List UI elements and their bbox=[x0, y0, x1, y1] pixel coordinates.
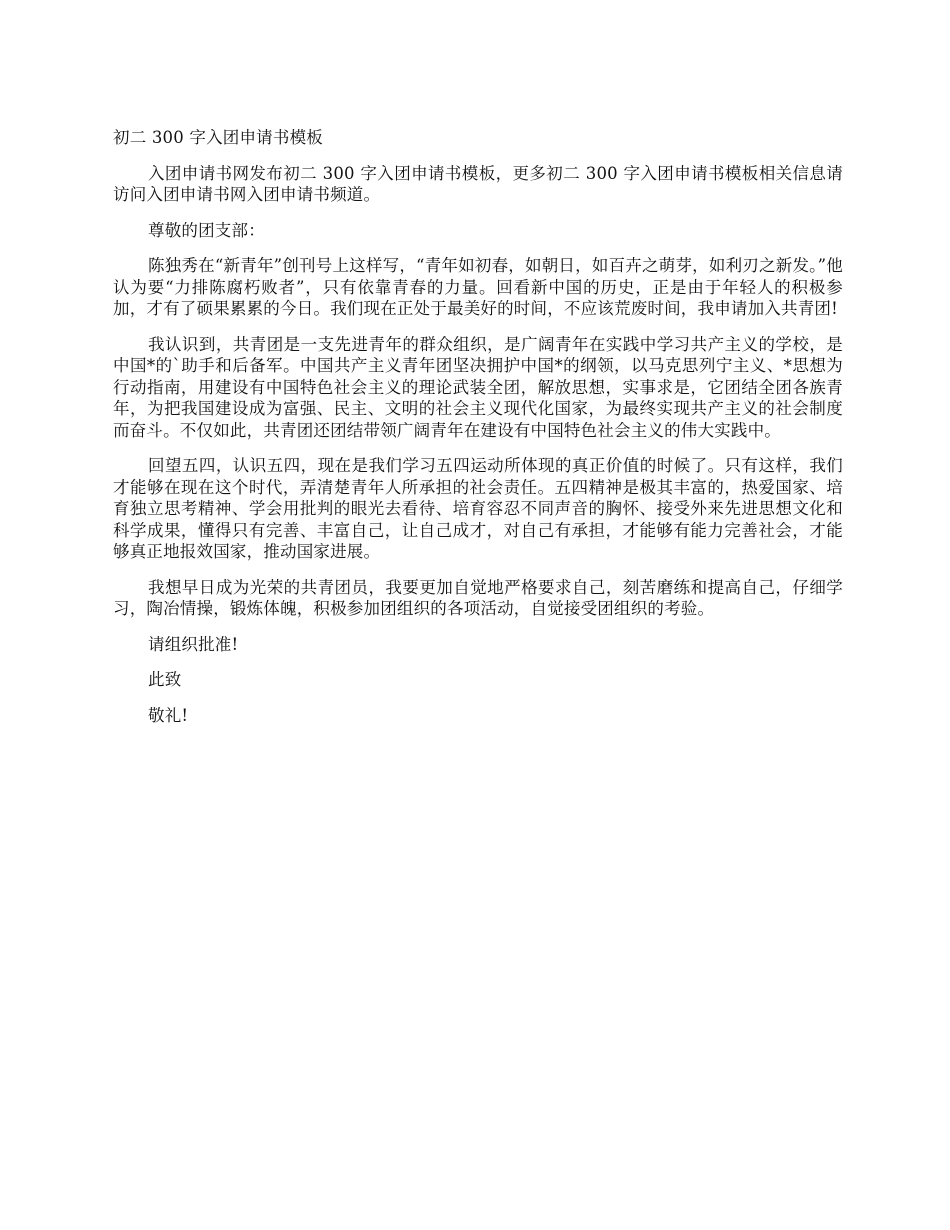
body-paragraph: 我想早日成为光荣的共青团员，我要更加自觉地严格要求自己，刻苦磨练和提高自己，仔细学习，陶冶情操，锻炼体魄，积极参加团组织的各项活动，自觉接受团组织的考验。 bbox=[113, 577, 843, 618]
document-title: 初二 300 字入团申请书模板 bbox=[113, 128, 323, 147]
request-line: 请组织批准! bbox=[148, 634, 239, 654]
salutation: 尊敬的团支部： bbox=[148, 220, 265, 240]
intro-paragraph: 入团申请书网发布初二 300 字入团申请书模板，更多初二 300 字入团申请书模板相关信息请访问入团申请书网入团申请书频道。 bbox=[113, 163, 843, 204]
document-body bbox=[113, 127, 843, 740]
body-paragraph: 我认识到，共青团是一支先进青年的群众组织，是广阔青年在实践中学习共产主义的学校，是中国*的`助手和后备军。中国共产主义青年团坚决拥护中国*的纲领，以马克思列宁主义、*思想为行动指南，用建设有中国特色社会主义的理论武装全团，解放思想，实事求是，它团结全团各族青年，为把我国建设成为富强、民主、文明的社会主义现代化国家，为最终实现共产主义的社会制度而奋斗。不仅如此，共青团还团结带领广阔青年在建设有中国特色社会主义的伟大实践中。 bbox=[113, 334, 843, 440]
closing-line: 此致 bbox=[148, 670, 182, 689]
body-paragraph: 回望五四，认识五四，现在是我们学习五四运动所体现的真正价值的时候了。只有这样，我们才能够在现在这个时代，弄清楚青年人所承担的社会责任。五四精神是极其丰富的，热爱国家、培育独立思考精神、学会用批判的眼光去看待、培育容忍不同声音的胸怀、接受外来先进思想文化和科学成果，懂得只有完善、丰富自己，让自己成才，对自己有承担，才能够有能力完善社会，才能够真正地报效国家，推动国家进展。 bbox=[113, 456, 843, 561]
body-paragraph: 陈独秀在“新青年”创刊号上这样写，“青年如初春，如朝日，如百卉之萌芽，如利刃之新发。”他认为要“力排陈腐朽败者”，只有依靠青春的力量。回看新中国的历史，正是由于年轻人的积极参加，才有了硕果累累的今日。我们现在正处于最美好的时间，不应该荒废时间，我申请加入共青团! bbox=[113, 256, 843, 318]
regards-line: 敬礼! bbox=[148, 705, 189, 725]
